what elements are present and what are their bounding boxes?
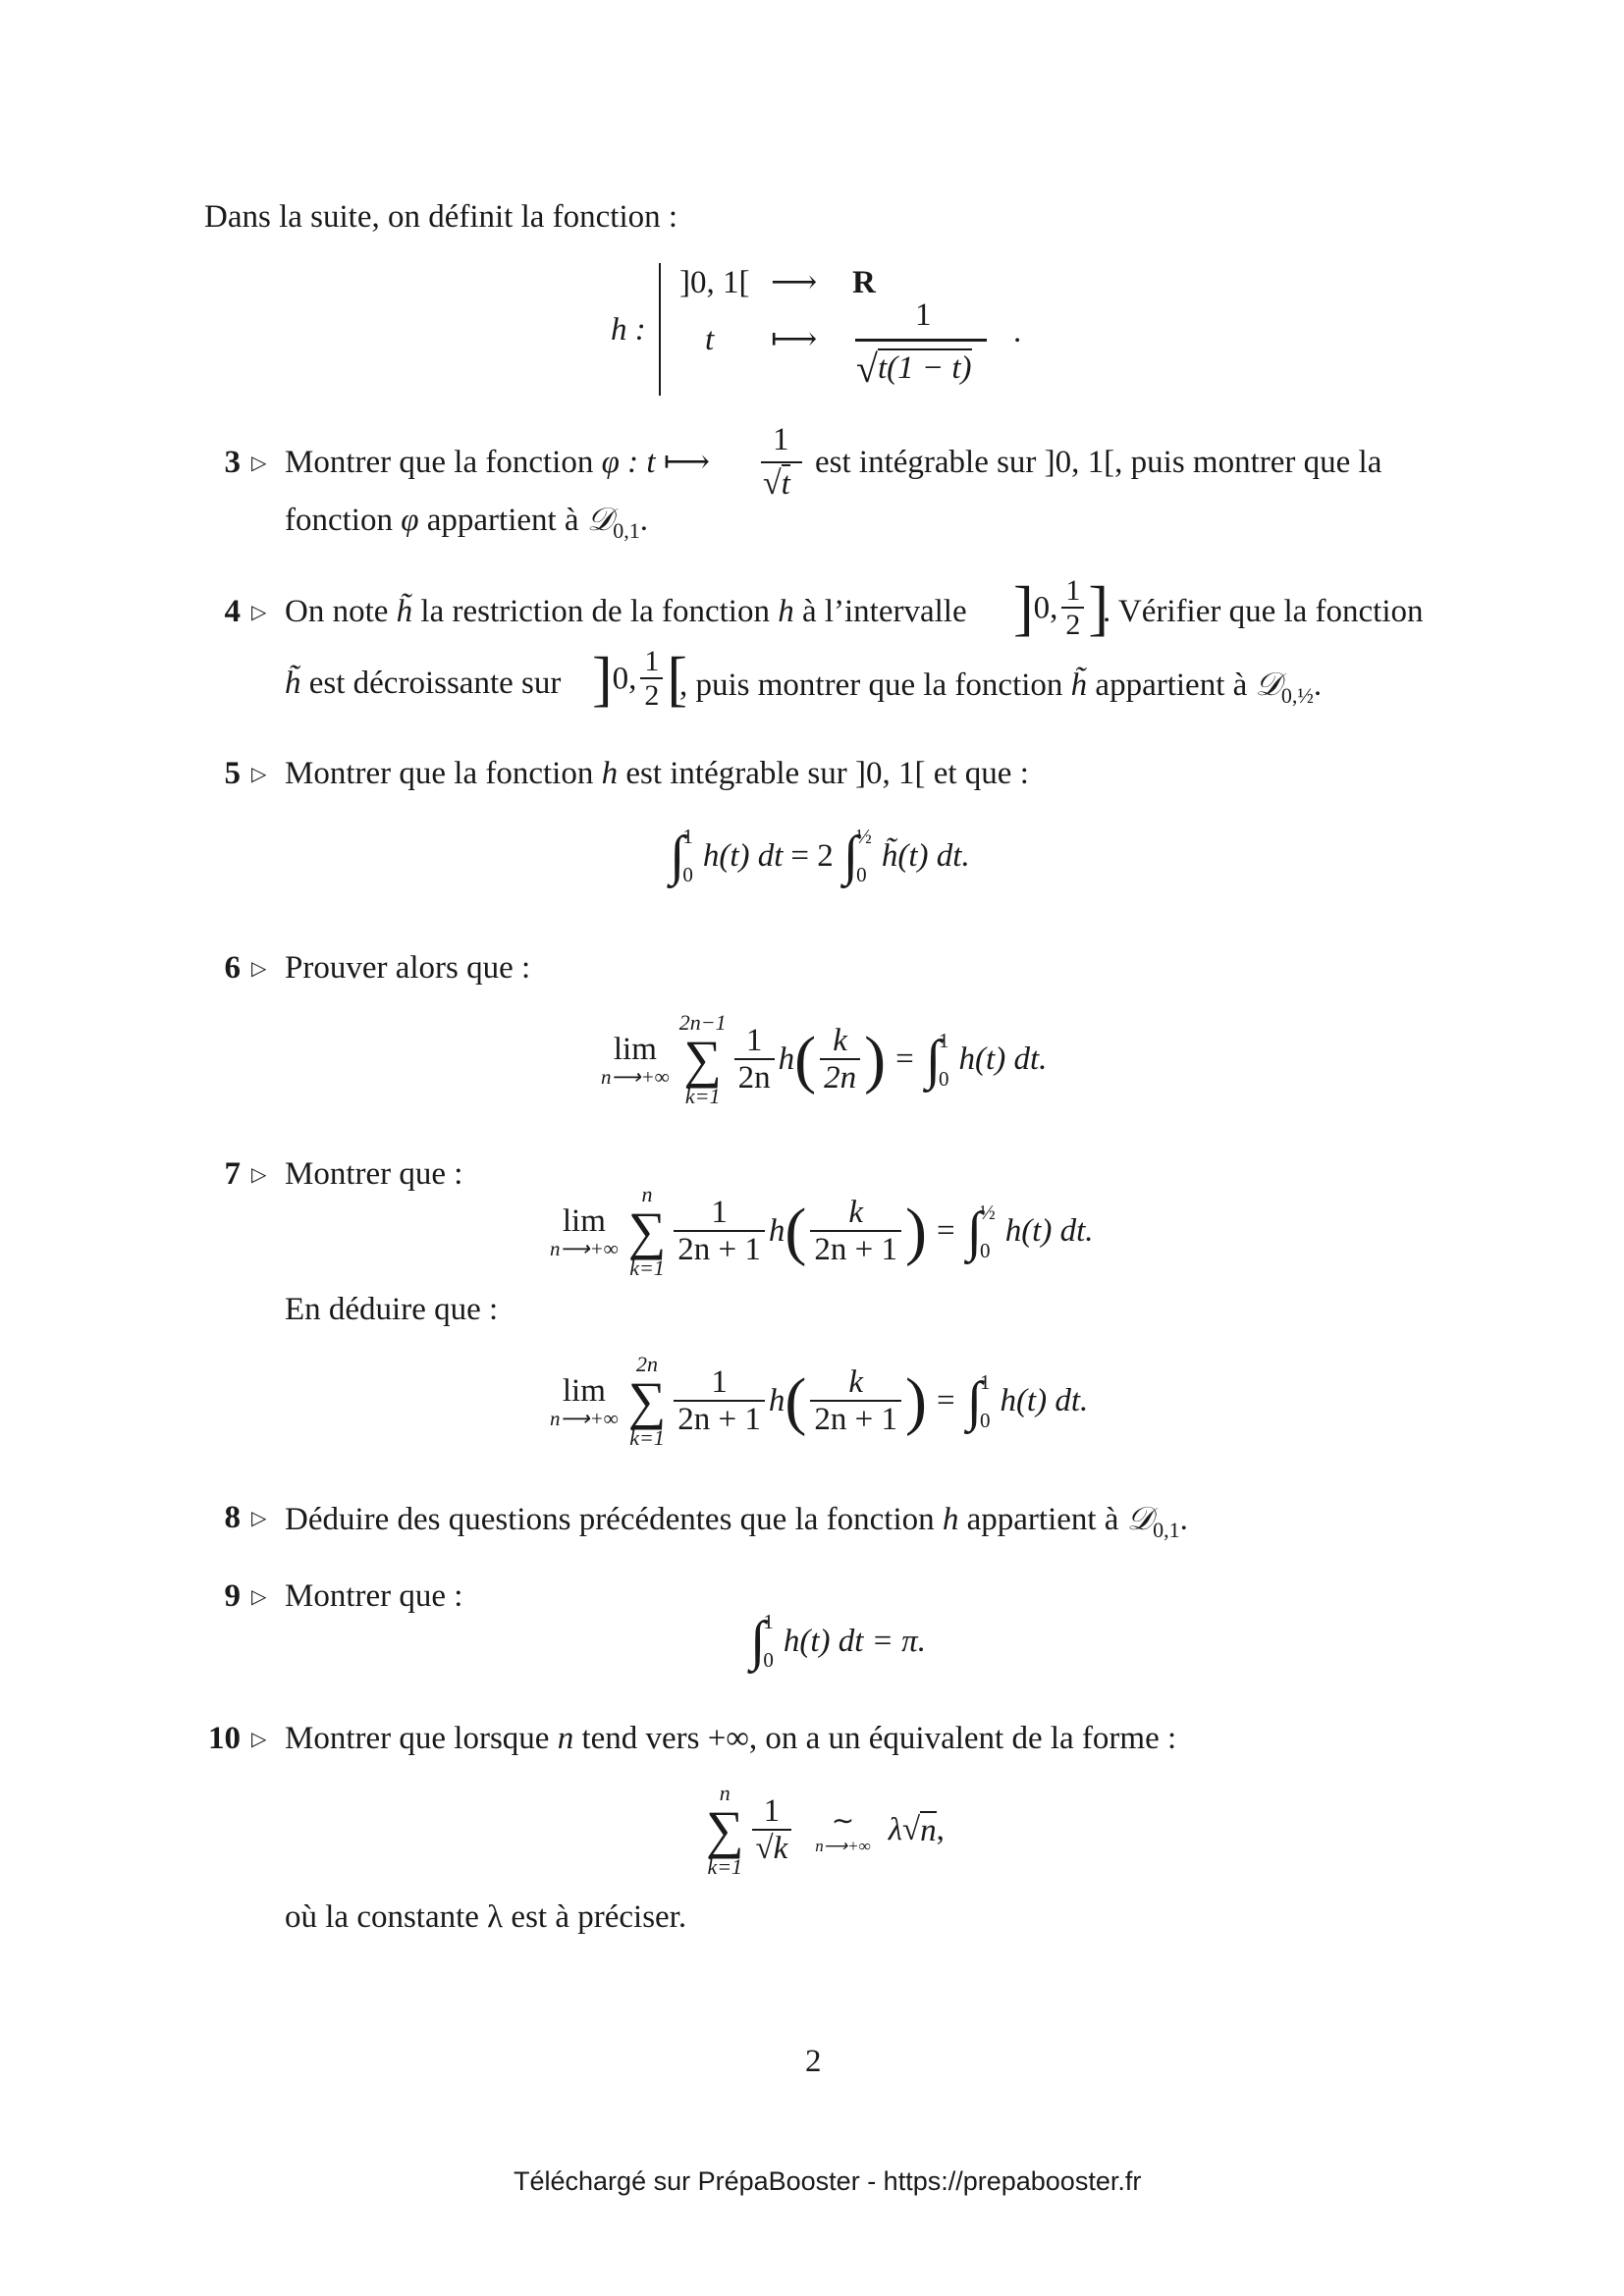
mapping-fraction-bar bbox=[855, 339, 987, 342]
question-number-9: 9 bbox=[224, 1578, 241, 1614]
integral-sign: ∫ ½ 0 bbox=[842, 825, 872, 886]
question-6-equation: lim n⟶+∞ 2n−1 ∑ k=1 $\frac{1}{2n}$ h ( $\frac{k}{2n}$ ) = ∫ 1 0 h(t) dt. bbox=[601, 1010, 1048, 1109]
question-4-line2: h̃ est décroissante sur bbox=[285, 666, 562, 701]
triangle-marker-icon: ▷ bbox=[251, 1584, 267, 1608]
limit-operator: lim n⟶+∞ bbox=[550, 1203, 619, 1261]
integral-sign: ∫ 1 0 bbox=[966, 1369, 991, 1432]
question-number-8: 8 bbox=[224, 1500, 241, 1535]
question-9-text: Montrer que : bbox=[285, 1578, 463, 1614]
question-5-text: Montrer que la fonction h est intégrable sur ]0, 1[ et que : bbox=[285, 756, 1029, 791]
page-number: 2 bbox=[805, 2044, 822, 2079]
mapping-name: h : bbox=[611, 312, 646, 347]
question-7-equation-1: lim n⟶+∞ n ∑ k=1 $\frac{1}{2n + 1}$ h ( $\frac{k}{2n + 1}$ ) = ∫ ½ 0 h(t) dt. bbox=[550, 1182, 1094, 1281]
question-number-7: 7 bbox=[224, 1156, 241, 1192]
triangle-marker-icon: ▷ bbox=[251, 956, 267, 980]
triangle-marker-icon: ▷ bbox=[251, 600, 267, 623]
question-3-frac-den: √t bbox=[763, 465, 790, 502]
question-8-text: Déduire des questions précédentes que la fonction h appartient à 𝒟$_{0,1}$. bbox=[285, 1499, 1188, 1542]
question-4-line1: On note h̃ la restriction de la fonction h à l’intervalle bbox=[285, 594, 967, 629]
question-4-interval2: ]0, $\frac{1}{2}$ [ bbox=[592, 645, 688, 713]
question-number-4: 4 bbox=[224, 594, 241, 629]
question-9-equation: ∫ 1 0 h(t) dt = π. bbox=[750, 1610, 926, 1672]
mapping-numerator: 1 bbox=[915, 297, 932, 333]
mapping-variable: t bbox=[705, 322, 715, 357]
question-10-text: Montrer que lorsque n tend vers +∞, on a un équivalent de la forme : bbox=[285, 1721, 1177, 1756]
sqrt-icon: √ bbox=[902, 1812, 921, 1848]
integral-sign: ∫ 1 0 bbox=[750, 1610, 774, 1672]
sum-operator: n ∑ k=1 bbox=[627, 1182, 667, 1281]
question-6-text: Prouver alors que : bbox=[285, 950, 531, 986]
sum-operator: n ∑ k=1 bbox=[706, 1781, 744, 1880]
mapping-arrow: ⟶ bbox=[771, 265, 818, 300]
question-number-10: 10 bbox=[208, 1721, 241, 1756]
triangle-marker-icon: ▷ bbox=[251, 451, 267, 474]
question-4-interval1: ]0, $\frac{1}{2}$ ] bbox=[1013, 574, 1110, 642]
question-3-frac-num: 1 bbox=[773, 422, 789, 457]
question-4-line1-end: . Vérifier que la fonction bbox=[1103, 594, 1424, 629]
sqrt-icon: √ bbox=[763, 465, 782, 502]
equivalent-operator: ∼ n⟶+∞ bbox=[815, 1805, 871, 1855]
question-number-5: 5 bbox=[224, 756, 241, 791]
sqrt-icon: √ bbox=[755, 1831, 774, 1867]
sum-operator: 2n−1 ∑ k=1 bbox=[678, 1010, 727, 1109]
question-3-line2: fonction φ appartient à 𝒟$_{0,1}$. bbox=[285, 500, 648, 543]
question-number-3: 3 bbox=[224, 445, 241, 480]
limit-operator: lim n⟶+∞ bbox=[550, 1373, 619, 1431]
question-number-6: 6 bbox=[224, 950, 241, 986]
question-7-equation-2: lim n⟶+∞ 2n ∑ k=1 $\frac{1}{2n + 1}$ h ( $\frac{k}{2n + 1}$ ) = ∫ 1 0 h(t) dt. bbox=[550, 1352, 1089, 1451]
mapping-bar bbox=[659, 263, 661, 396]
question-10-equation: n ∑ k=1 $\frac{1}{√k}$ ∼ n⟶+∞ λ √ n , bbox=[706, 1781, 945, 1880]
limit-operator: lim n⟶+∞ bbox=[601, 1032, 670, 1090]
mapping-mapsto: ⟼ bbox=[771, 322, 818, 357]
mapping-trailing: . bbox=[1013, 314, 1022, 349]
intro-text: Dans la suite, on définit la fonction : bbox=[204, 199, 678, 235]
mapping-codomain: R bbox=[852, 265, 876, 300]
question-4-line2-after: , puis montrer que la fonction h̃ appartient à 𝒟$_{0,\frac{1}{2}}$. bbox=[679, 665, 1323, 708]
sqrt-icon: √ bbox=[856, 347, 878, 391]
integral-sign: ∫ 1 0 bbox=[925, 1028, 949, 1091]
question-7-text: Montrer que : bbox=[285, 1156, 463, 1192]
integral-sign: ∫ ½ 0 bbox=[966, 1200, 996, 1262]
mapping-denominator-sqrt: √t(1 − t) bbox=[856, 347, 972, 391]
triangle-marker-icon: ▷ bbox=[251, 1727, 267, 1750]
footer-download-link[interactable]: Téléchargé sur PrépaBooster - https://prepabooster.fr bbox=[514, 2166, 1142, 2196]
question-3-line1: Montrer que la fonction φ : t ⟼ bbox=[285, 445, 711, 480]
integral-sign: ∫ 1 0 bbox=[670, 825, 693, 886]
triangle-marker-icon: ▷ bbox=[251, 1506, 267, 1529]
question-10-closing: où la constante λ est à préciser. bbox=[285, 1899, 687, 1935]
sum-operator: 2n ∑ k=1 bbox=[627, 1352, 667, 1451]
question-3-frac-bar bbox=[761, 461, 802, 463]
triangle-marker-icon: ▷ bbox=[251, 1162, 267, 1186]
question-7-deduce-text: En déduire que : bbox=[285, 1292, 499, 1327]
triangle-marker-icon: ▷ bbox=[251, 762, 267, 785]
mapping-domain: ]0, 1[ bbox=[679, 265, 750, 300]
question-5-equation: ∫ 1 0 h(t) dt = 2 ∫ ½ 0 h̃(t) dt. bbox=[670, 825, 970, 886]
question-3-line1-after: est intégrable sur ]0, 1[, puis montrer que la bbox=[815, 445, 1382, 480]
